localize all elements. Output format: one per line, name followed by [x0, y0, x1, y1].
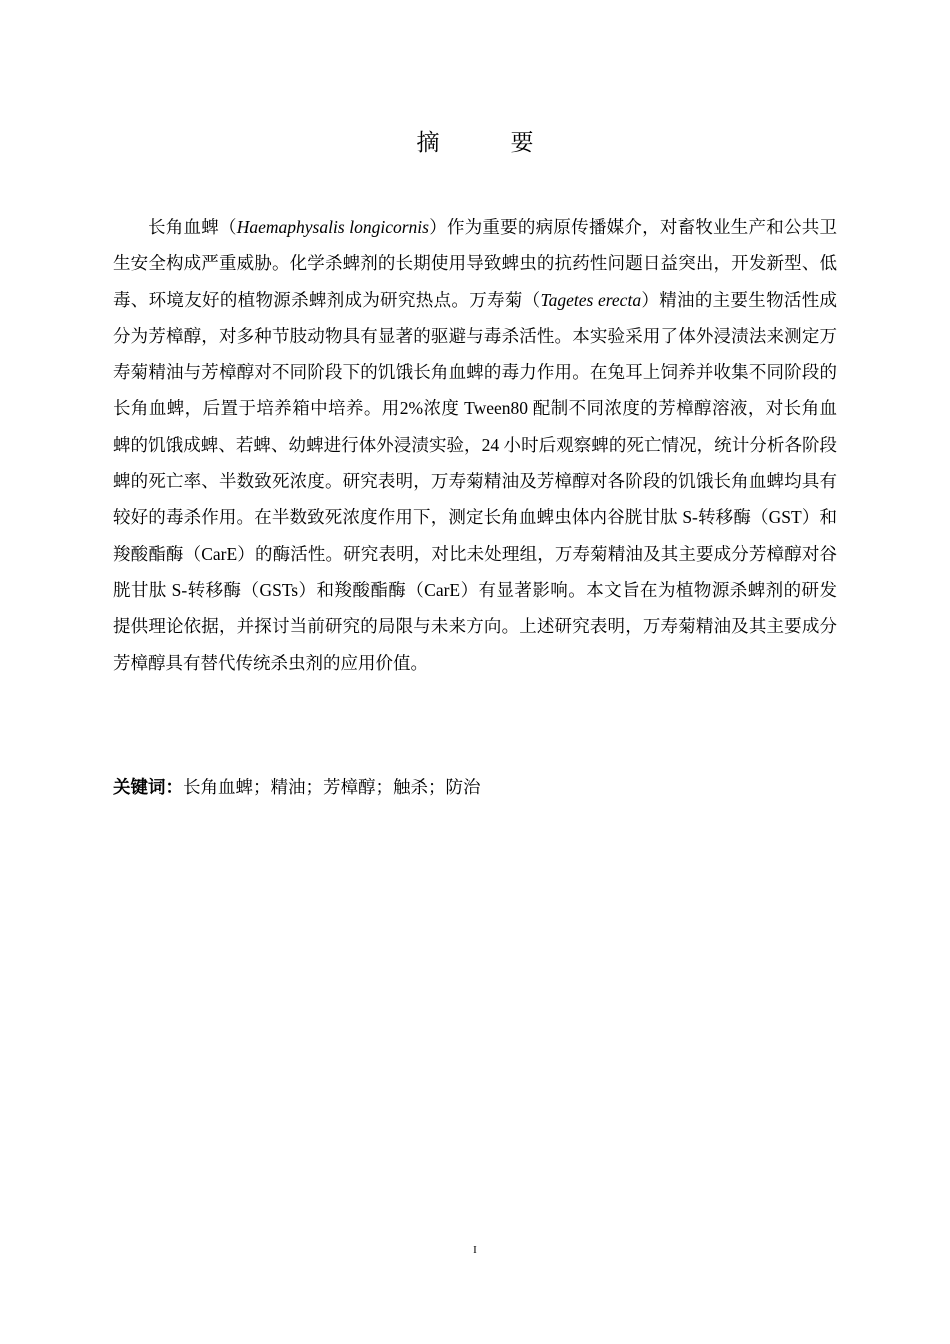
abstract-text-part-2: ）作为重要的病原传播媒介，对畜牧业生产和公共卫生安全构成严重威胁。化学杀蜱剂的长期使用导致蜱虫的抗药性问题日益突出，开发新型、低毒、环境友好的植物源杀蜱剂成为研究热点。万寿菊（: [113, 217, 838, 310]
page-title: 摘 要: [416, 130, 558, 156]
species-name-tagetes: Tagetes erecta: [540, 289, 642, 310]
abstract-text-part-3: ）精油的主要生物活性成分为芳樟醇，对多种节肢动物具有显著的驱避与毒杀活性。本实验采用了体外浸渍法来测定万寿菊精油与芳樟醇对不同阶段下的饥饿长角血蜱的毒力作用。在兔耳上饲养并收集不同阶段的长角血蜱，后置于培养箱中培养。用2%浓度 Tween80 配制不同浓度的芳樟醇溶液，对长角血蜱的饥饿成蜱、若蜱、幼蜱进行体外浸渍实验，24 小时后观察蜱的死亡情况，统计分析各阶段蜱的死亡率、半数致死浓度。研究表明，万寿菊精油及芳樟醇对各阶段的饥饿长角血蜱均具有较好的毒杀作用。在半数致死浓度作用下，测定长角血蜱虫体内谷胱甘肽 S-转移酶（GST）和羧酸酯酶（CarE）的酶活性。研究表明，对比未处理组，万寿菊精油及其主要成分芳樟醇对谷胱甘肽 S-转移酶（GSTs）和羧酸酯酶（CarE）有显著影响。本文旨在为植物源杀蜱剂的研发提供理论依据，并探讨当前研究的局限与未来方向。上述研究表明，万寿菊精油及其主要成分芳樟醇具有替代传统杀虫剂的应用价值。: [113, 289, 838, 673]
keywords-line: [113, 773, 837, 802]
keywords-label: 关键词：: [113, 778, 183, 798]
abstract-text-part-1: 长角血蜱（: [148, 217, 237, 237]
abstract-paragraph: [113, 209, 837, 681]
species-name-haemaphysalis: Haemaphysalis longicornis: [236, 217, 429, 237]
page-number: I: [473, 1244, 477, 1256]
keywords-value: 长角血蜱；精油；芳樟醇；触杀；防治: [183, 777, 481, 797]
